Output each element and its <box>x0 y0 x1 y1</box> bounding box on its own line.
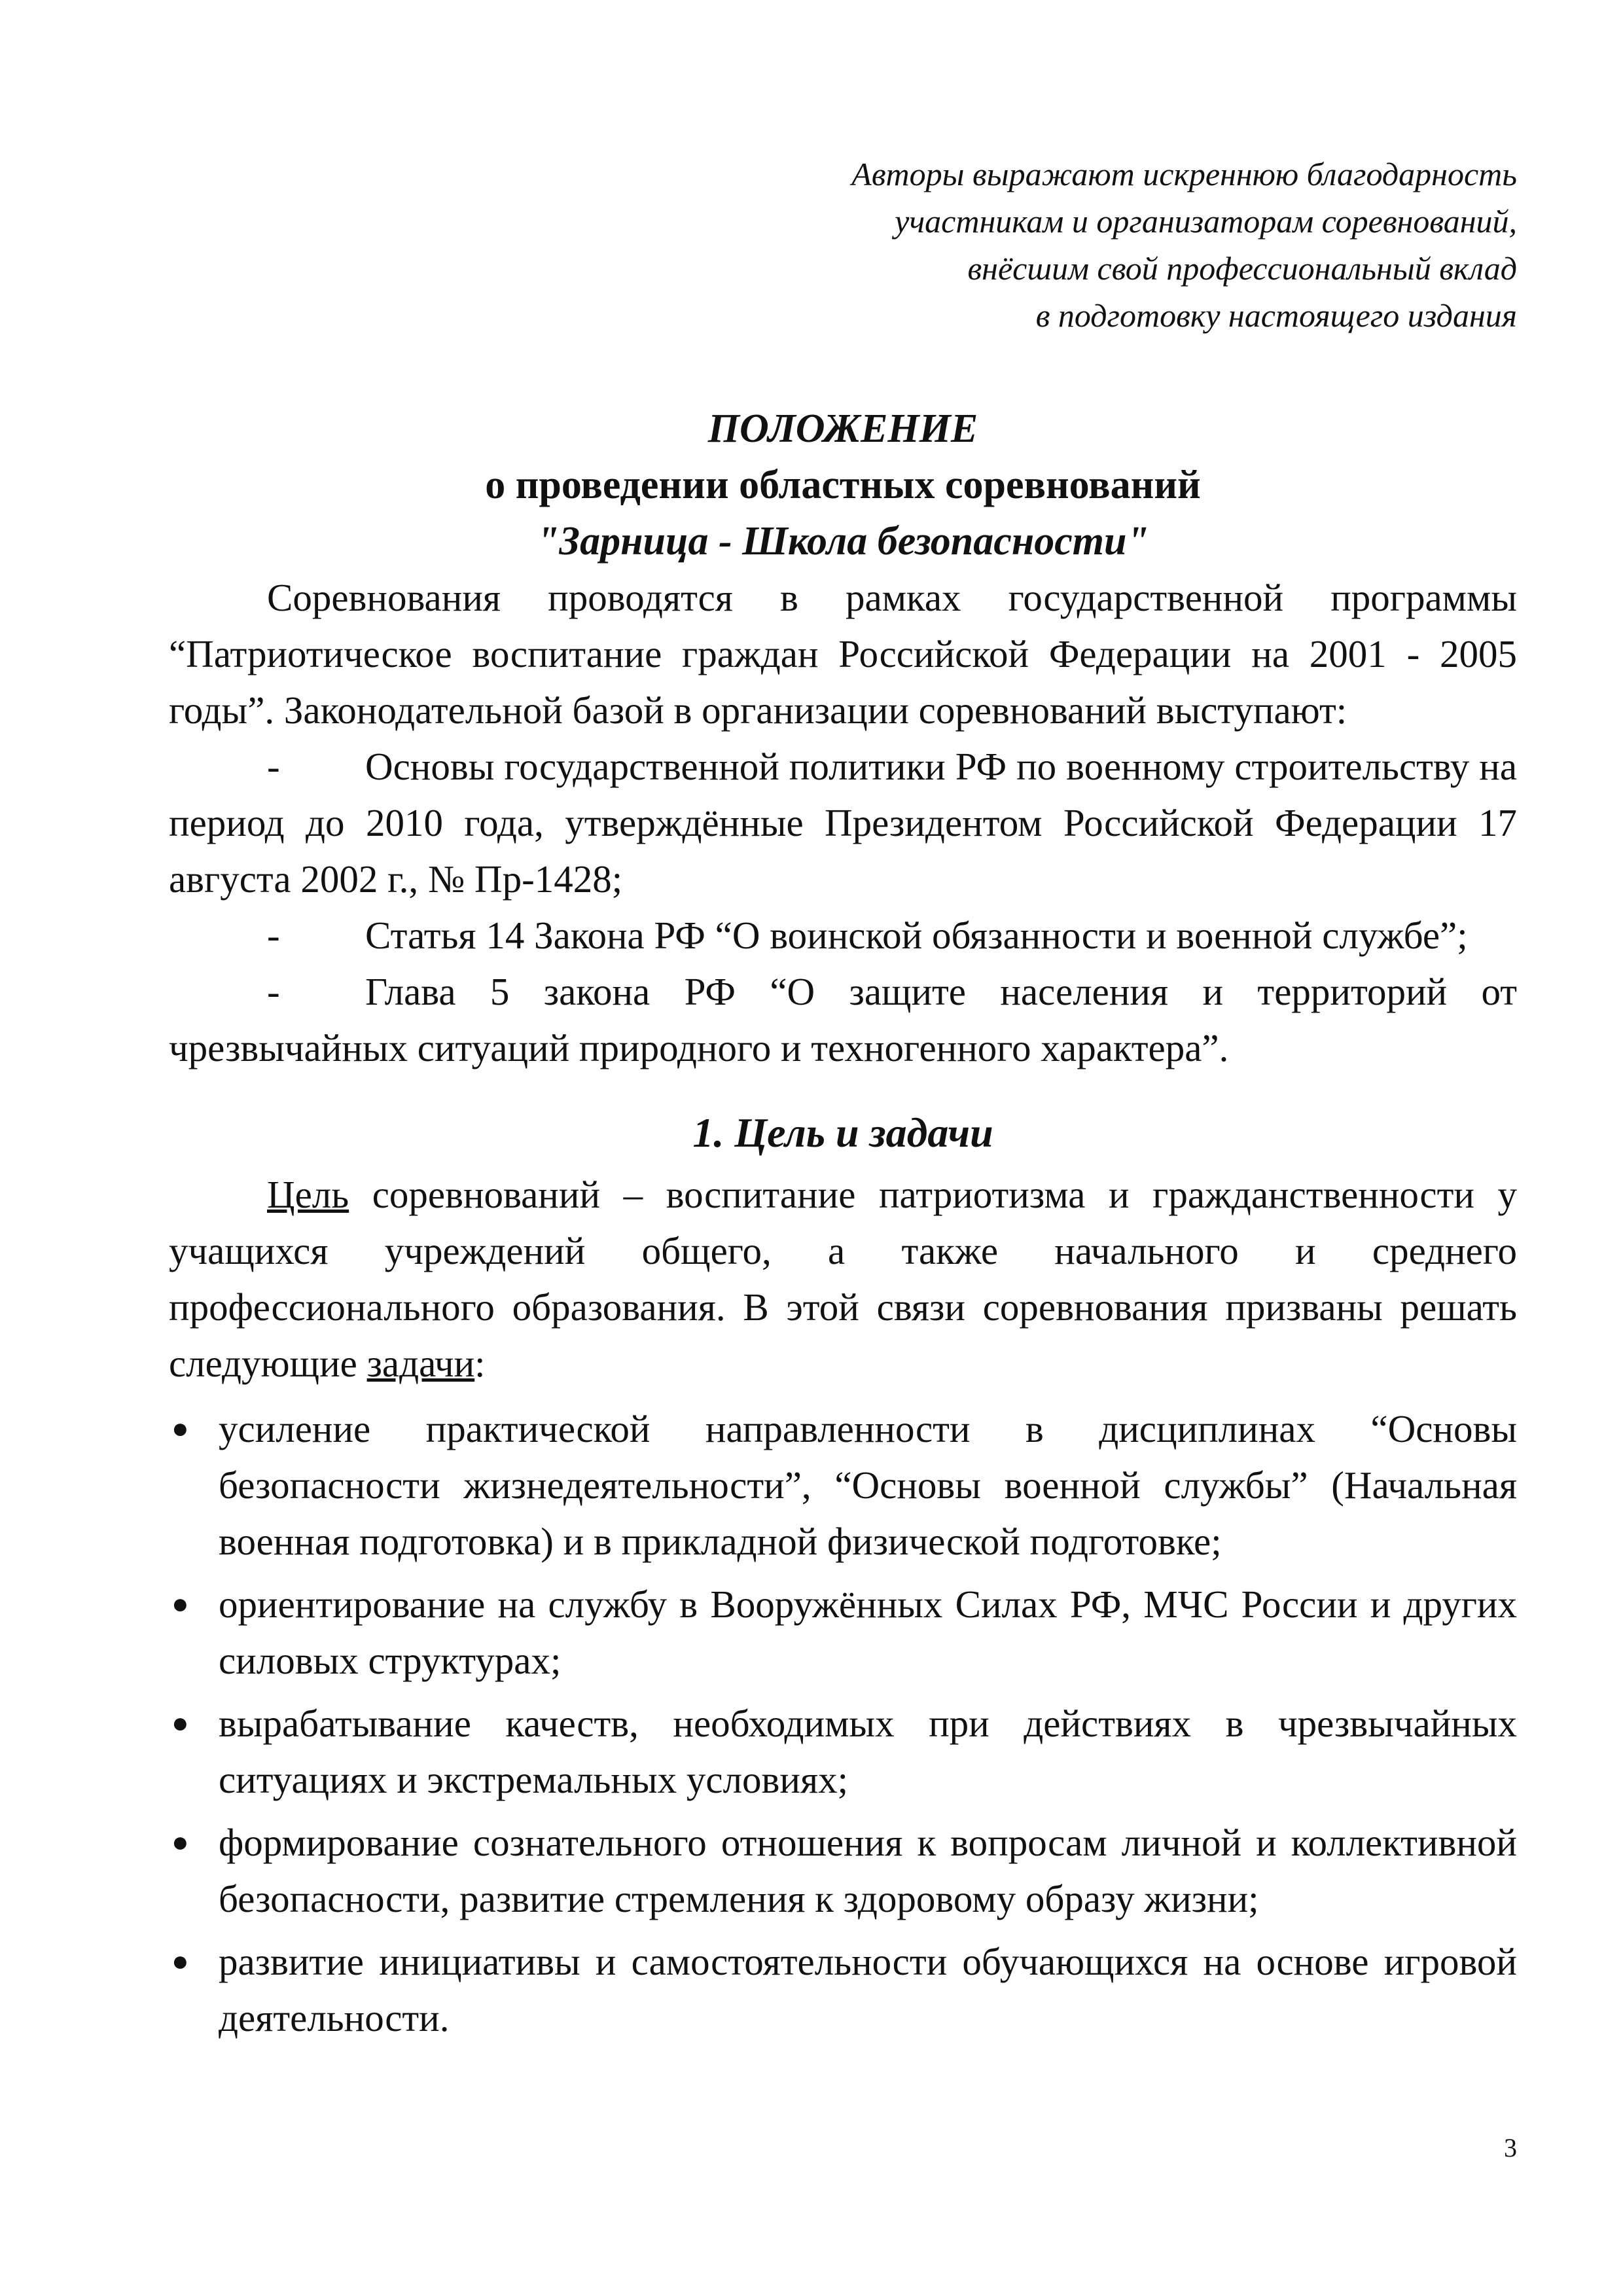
epigraph-line: участникам и организаторам соревнований, <box>895 203 1517 240</box>
epigraph-line: внёсшим свой профессиональный вклад <box>967 250 1517 287</box>
task-text: усиление практической направленности в дисциплинах “Основы безопасности жизнедеятельности”, “Основы военной службы” (Начальная военная подготовка) и в прикладной физической подготовке; <box>219 1407 1517 1563</box>
task-text: развитие инициативы и самостоятельности обучающихся на основе игровой деятельности. <box>219 1940 1517 2039</box>
goal-word: Цель <box>267 1173 349 1216</box>
bullet-icon: ● <box>171 1945 189 1977</box>
legal-basis-item <box>169 963 1517 1076</box>
list-item <box>169 1576 1517 1689</box>
task-text: вырабатывание качеств, необходимых при действиях в чрезвычайных ситуациях и экстремальных условиях; <box>219 1702 1517 1801</box>
tasks-colon: : <box>474 1342 486 1385</box>
goal-paragraph <box>169 1166 1517 1391</box>
document-title <box>169 401 1517 569</box>
bullet-icon: ● <box>171 1707 189 1739</box>
tasks-list <box>169 1401 1517 2046</box>
competition-name: "Зарница - Школа безопасности" <box>537 519 1149 564</box>
epigraph-line: Авторы выражают искреннюю благодарность <box>851 156 1517 192</box>
acknowledgement-epigraph <box>169 151 1517 339</box>
bullet-icon: ● <box>171 1412 189 1444</box>
page-number: 3 <box>1504 2133 1517 2162</box>
title-subtitle: о проведении областных соревнований <box>485 463 1201 507</box>
legal-basis-item <box>169 907 1517 963</box>
document-page <box>169 151 1517 2053</box>
legal-basis-text: Статья 14 Закона РФ “О воинской обязанности и военной службе”; <box>365 914 1468 957</box>
bullet-icon: ● <box>171 1588 189 1620</box>
title-main: ПОЛОЖЕНИЕ <box>707 406 978 451</box>
list-item <box>169 1695 1517 1808</box>
section-heading: 1. Цель и задачи <box>692 1109 993 1156</box>
dash-marker: - <box>267 970 280 1013</box>
goal-text: соревнований – воспитание патриотизма и гражданственности у учащихся учреждений общего, а также начального и среднего профессионального образования. В этой связи соревнования призваны решать следующие <box>169 1173 1517 1385</box>
list-item <box>169 1933 1517 2046</box>
legal-basis-text: Основы государственной политики РФ по военному строительству на период до 2010 года, утверждённые Президентом Российской Федерации 17 августа 2002 г., № Пр-1428; <box>169 745 1517 901</box>
legal-basis-text: Глава 5 закона РФ “О защите населения и территорий от чрезвычайных ситуаций природного и техногенного характера”. <box>169 970 1517 1069</box>
bullet-icon: ● <box>171 1826 189 1858</box>
task-text: ориентирование на службу в Вооружённых Силах РФ, МЧС России и других силовых структурах; <box>219 1583 1517 1682</box>
epigraph-line: в подготовку настоящего издания <box>1035 297 1517 334</box>
dash-marker: - <box>267 914 280 957</box>
list-item <box>169 1401 1517 1570</box>
tasks-word: задачи <box>366 1342 475 1385</box>
task-text: формирование сознательного отношения к вопросам личной и коллективной безопасности, развитие стремления к здоровому образу жизни; <box>219 1821 1517 1920</box>
list-item <box>169 1814 1517 1927</box>
legal-basis-item <box>169 738 1517 907</box>
intro-paragraph: Соревнования проводятся в рамках государственной программы “Патриотическое воспитание граждан Российской Федерации на 2001 - 2005 годы”. Законодательной базой в организации соревнований выступают: <box>169 576 1517 732</box>
dash-marker: - <box>267 745 280 788</box>
